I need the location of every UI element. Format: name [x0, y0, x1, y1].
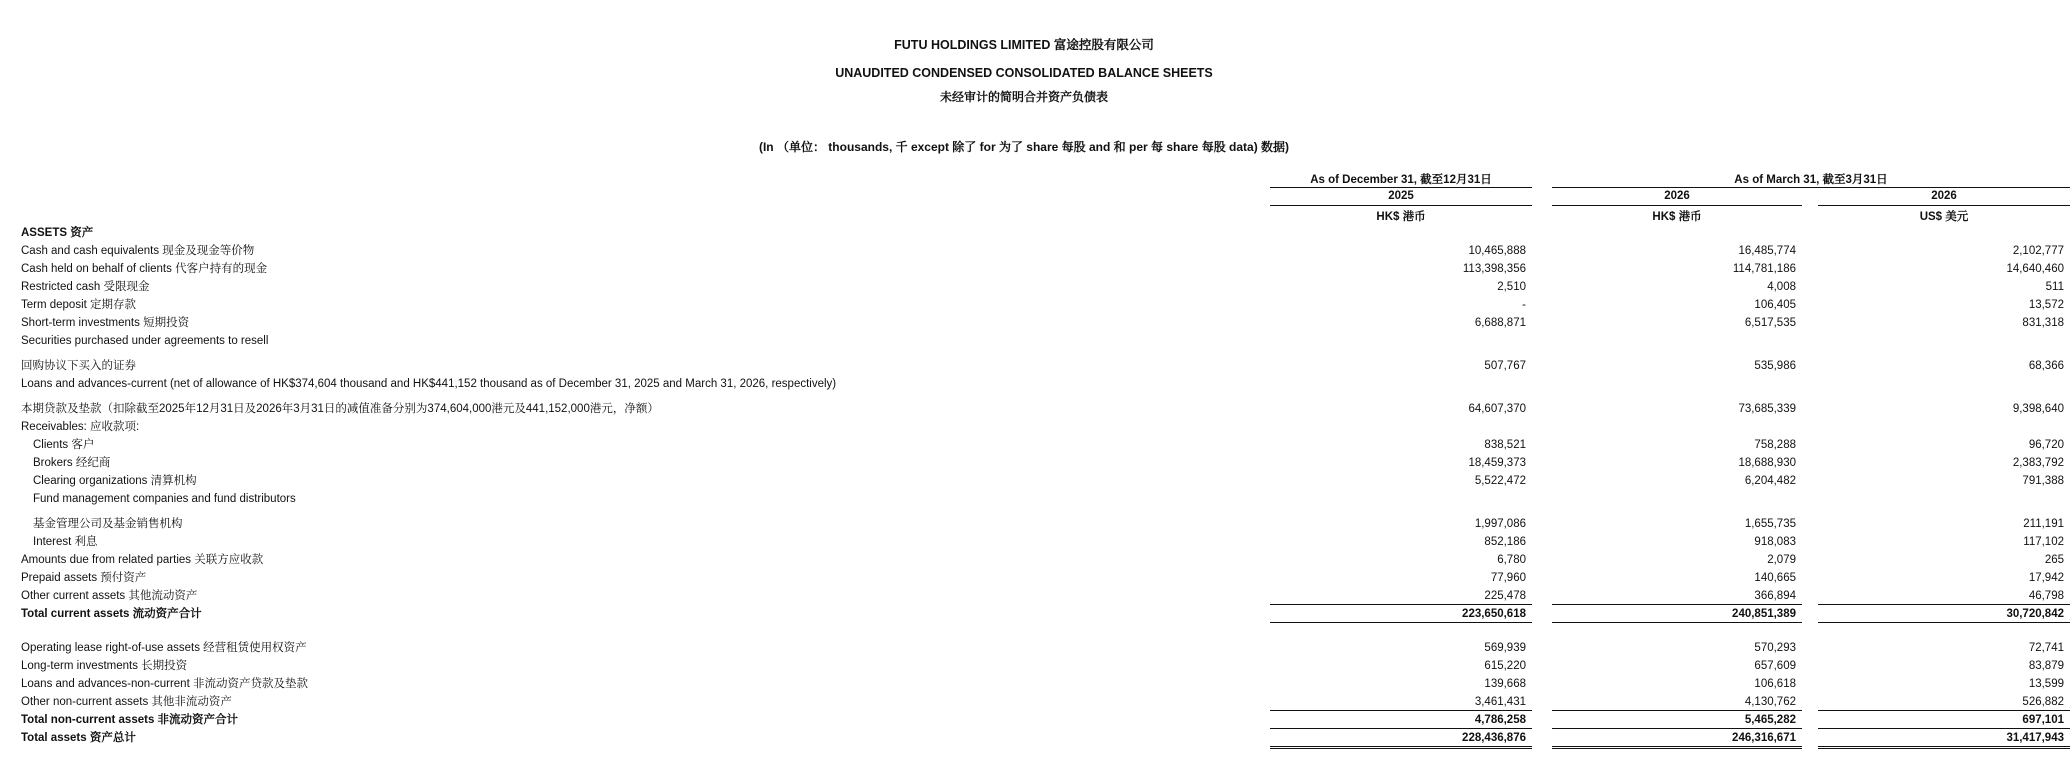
row-value: 211,191	[2023, 518, 2064, 530]
row-label: Fund management companies and fund distributors	[33, 493, 296, 505]
row-label: Cash and cash equivalents 现金及现金等价物	[21, 245, 255, 257]
row-value: 831,318	[2022, 317, 2064, 329]
column-year-3: 2026	[1931, 190, 1957, 202]
row-label: Long-term investments 长期投资	[21, 660, 188, 672]
row-label: Total current assets 流动资产合计	[21, 608, 202, 620]
row-label: 回购协议下买入的证券	[21, 360, 136, 372]
row-value: 46,798	[2028, 590, 2064, 602]
row-value: 96,720	[2028, 439, 2064, 451]
row-label: Total assets 资产总计	[21, 732, 136, 744]
total-rule	[1270, 728, 1532, 729]
total-rule	[1818, 710, 2070, 711]
row-value: 72,741	[2028, 642, 2064, 654]
row-value: 68,366	[2028, 360, 2064, 372]
total-rule	[1552, 728, 1802, 729]
row-value: 73,685,339	[1738, 403, 1796, 415]
statement-title: UNAUDITED CONDENSED CONSOLIDATED BALANCE SHEETS	[835, 66, 1213, 80]
row-value: 13,572	[2028, 299, 2064, 311]
row-value: 852,186	[1484, 536, 1526, 548]
total-rule	[1270, 710, 1532, 711]
row-value: 657,609	[1754, 660, 1796, 672]
row-value: 5,522,472	[1474, 475, 1526, 487]
column-currency-1: HK$ 港币	[1376, 211, 1426, 223]
row-value: 18,688,930	[1738, 457, 1796, 469]
row-value: 569,939	[1484, 642, 1526, 654]
row-label: Receivables: 应收款项:	[21, 421, 140, 433]
row-value: 1,997,086	[1474, 518, 1526, 530]
column-currency-3: US$ 美元	[1919, 211, 1969, 223]
total-rule	[1818, 746, 2070, 749]
row-value: 4,130,762	[1744, 696, 1796, 708]
row-value: 838,521	[1484, 439, 1526, 451]
row-label: Other current assets 其他流动资产	[21, 590, 198, 602]
row-value: 17,942	[2028, 572, 2064, 584]
row-value: 697,101	[2022, 714, 2064, 726]
row-value: 758,288	[1754, 439, 1796, 451]
row-label: Interest 利息	[33, 536, 98, 548]
row-value: 507,767	[1484, 360, 1526, 372]
row-value: 4,786,258	[1474, 714, 1526, 726]
row-value: 791,388	[2022, 475, 2064, 487]
row-value: 18,459,373	[1468, 457, 1526, 469]
column-year-1: 2025	[1388, 190, 1414, 202]
row-value: 6,688,871	[1474, 317, 1526, 329]
total-rule	[1270, 604, 1532, 605]
row-value: 240,851,389	[1732, 608, 1796, 620]
row-value: 526,882	[2022, 696, 2064, 708]
row-value: 31,417,943	[2006, 732, 2064, 744]
row-value: 14,640,460	[2006, 263, 2064, 275]
row-value: 366,894	[1754, 590, 1796, 602]
row-label: ASSETS 资产	[21, 227, 94, 239]
total-rule	[1552, 746, 1802, 749]
row-value: 5,465,282	[1744, 714, 1796, 726]
row-value: 2,102,777	[2012, 245, 2064, 257]
row-value: 114,781,186	[1732, 263, 1796, 275]
row-label: Amounts due from related parties 关联方应收款	[21, 554, 264, 566]
row-label: Short-term investments 短期投资	[21, 317, 190, 329]
row-label: Clearing organizations 清算机构	[33, 475, 197, 487]
row-label: Brokers 经纪商	[33, 457, 111, 469]
row-label: Total non-current assets 非流动资产合计	[21, 714, 239, 726]
row-value: 225,478	[1484, 590, 1526, 602]
row-value: 30,720,842	[2006, 608, 2064, 620]
row-value: 615,220	[1484, 660, 1526, 672]
row-value: 113,398,356	[1462, 263, 1526, 275]
row-value: 265	[2044, 554, 2064, 566]
row-value: 4,008	[1767, 281, 1796, 293]
row-label: 本期贷款及垫款（扣除截至2025年12月31日及2026年3月31日的减值准备分别为374,604,000港元及441,152,000港元，净额）	[21, 403, 659, 415]
row-value: 2,383,792	[2012, 457, 2064, 469]
row-value: 1,655,735	[1744, 518, 1796, 530]
row-value: 6,204,482	[1744, 475, 1796, 487]
statement-title-cn: 未经审计的简明合并资产负债表	[939, 90, 1108, 104]
row-label: Cash held on behalf of clients 代客户持有的现金	[21, 263, 268, 275]
row-value: 139,668	[1484, 678, 1526, 690]
total-rule	[1552, 604, 1802, 605]
total-rule	[1270, 746, 1532, 749]
total-rule	[1818, 604, 2070, 605]
row-label: Operating lease right-of-use assets 经营租赁使用权资产	[21, 642, 307, 654]
row-value: 83,879	[2028, 660, 2064, 672]
row-value: 3,461,431	[1474, 696, 1526, 708]
total-rule	[1552, 622, 1802, 623]
company-title: FUTU HOLDINGS LIMITED 富途控股有限公司	[894, 38, 1154, 52]
row-label: Other non-current assets 其他非流动资产	[21, 696, 232, 708]
row-value: 2,510	[1497, 281, 1526, 293]
row-value: 9,398,640	[2012, 403, 2064, 415]
row-value: 918,083	[1754, 536, 1796, 548]
total-rule	[1270, 622, 1532, 623]
row-value: 106,618	[1754, 678, 1796, 690]
units-note: (In （单位： thousands, 千 except 除了 for 为了 share 每股 and 和 per 每 share 每股 data) 数据)	[758, 140, 1290, 154]
row-label: Loans and advances-non-current 非流动资产贷款及垫款	[21, 678, 308, 690]
row-value: 511	[2045, 281, 2064, 293]
row-value: 140,665	[1754, 572, 1796, 584]
row-label: Prepaid assets 预付资产	[21, 572, 147, 584]
total-rule	[1552, 710, 1802, 711]
row-value: 535,986	[1754, 360, 1796, 372]
column-group-march: As of March 31, 截至3月31日	[1734, 174, 1888, 186]
row-value: 77,960	[1490, 572, 1526, 584]
column-year-2: 2026	[1664, 190, 1690, 202]
row-value: 13,599	[2028, 678, 2064, 690]
row-value: -	[1522, 299, 1526, 311]
row-value: 117,102	[2023, 536, 2064, 548]
row-label: Loans and advances-current (net of allowance of HK$374,604 thousand and HK$441,152 thousand as of December 31, 2025 and March 31, 2026, respectively)	[21, 378, 837, 390]
row-value: 6,517,535	[1744, 317, 1796, 329]
row-label: Clients 客户	[33, 439, 95, 451]
total-rule	[1818, 622, 2070, 623]
row-label: Restricted cash 受限现金	[21, 281, 150, 293]
row-value: 2,079	[1767, 554, 1796, 566]
row-value: 570,293	[1754, 642, 1796, 654]
row-value: 64,607,370	[1468, 403, 1526, 415]
row-value: 6,780	[1497, 554, 1526, 566]
column-group-december: As of December 31, 截至12月31日	[1310, 174, 1492, 186]
total-rule	[1818, 728, 2070, 729]
row-label: Term deposit 定期存款	[21, 299, 137, 311]
column-currency-2: HK$ 港币	[1652, 211, 1702, 223]
row-value: 10,465,888	[1468, 245, 1526, 257]
row-label: 基金管理公司及基金销售机构	[33, 518, 183, 530]
row-value: 228,436,876	[1462, 732, 1526, 744]
row-value: 223,650,618	[1462, 608, 1526, 620]
row-label: Securities purchased under agreements to resell	[21, 335, 269, 347]
row-value: 246,316,671	[1732, 732, 1796, 744]
row-value: 106,405	[1754, 299, 1796, 311]
row-value: 16,485,774	[1738, 245, 1796, 257]
